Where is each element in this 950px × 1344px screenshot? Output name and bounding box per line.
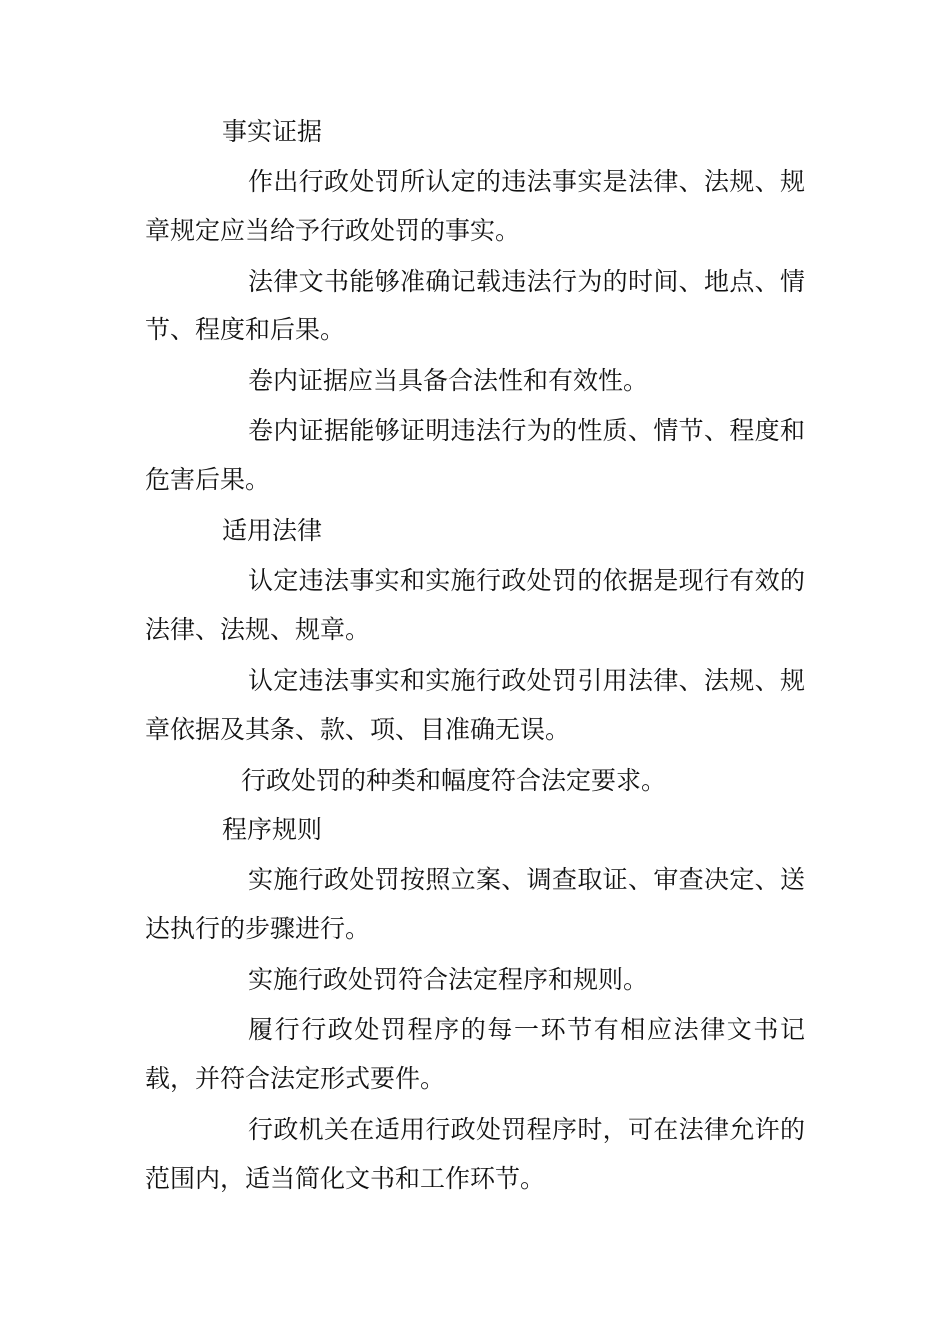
paragraph-line: 法律文书能够准确记载违法行为的时间、地点、情 [248, 267, 805, 296]
paragraph-line: 认定违法事实和实施行政处罚引用法律、法规、规 [248, 666, 805, 695]
paragraph-line: 卷内证据应当具备合法性和有效性。 [248, 366, 649, 395]
paragraph-line: 实施行政处罚符合法定程序和规则。 [248, 965, 649, 994]
paragraph-line: 认定违法事实和实施行政处罚的依据是现行有效的 [248, 566, 805, 595]
paragraph-line: 节、程度和后果。 [145, 315, 346, 344]
paragraph-line: 实施行政处罚按照立案、调查取证、审查决定、送 [248, 865, 805, 894]
section-heading: 事实证据 [222, 117, 323, 146]
paragraph-line: 危害后果。 [145, 465, 271, 494]
paragraph-line: 作出行政处罚所认定的违法事实是法律、法规、规 [248, 167, 805, 196]
section-heading: 适用法律 [222, 516, 323, 545]
paragraph-line: 行政处罚的种类和幅度符合法定要求。 [241, 766, 667, 795]
paragraph-line: 章规定应当给予行政处罚的事实。 [145, 216, 521, 245]
paragraph-line: 载，并符合法定形式要件。 [145, 1064, 446, 1093]
paragraph-line: 行政机关在适用行政处罚程序时，可在法律允许的 [248, 1115, 805, 1144]
paragraph-line: 范围内，适当简化文书和工作环节。 [145, 1164, 546, 1193]
paragraph-line: 履行行政处罚程序的每一环节有相应法律文书记 [248, 1015, 805, 1044]
paragraph-line: 章依据及其条、款、项、目准确无误。 [145, 715, 571, 744]
paragraph-line: 法律、法规、规章。 [145, 615, 371, 644]
section-heading: 程序规则 [222, 815, 323, 844]
paragraph-line: 卷内证据能够证明违法行为的性质、情节、程度和 [248, 416, 805, 445]
paragraph-line: 达执行的步骤进行。 [145, 914, 371, 943]
